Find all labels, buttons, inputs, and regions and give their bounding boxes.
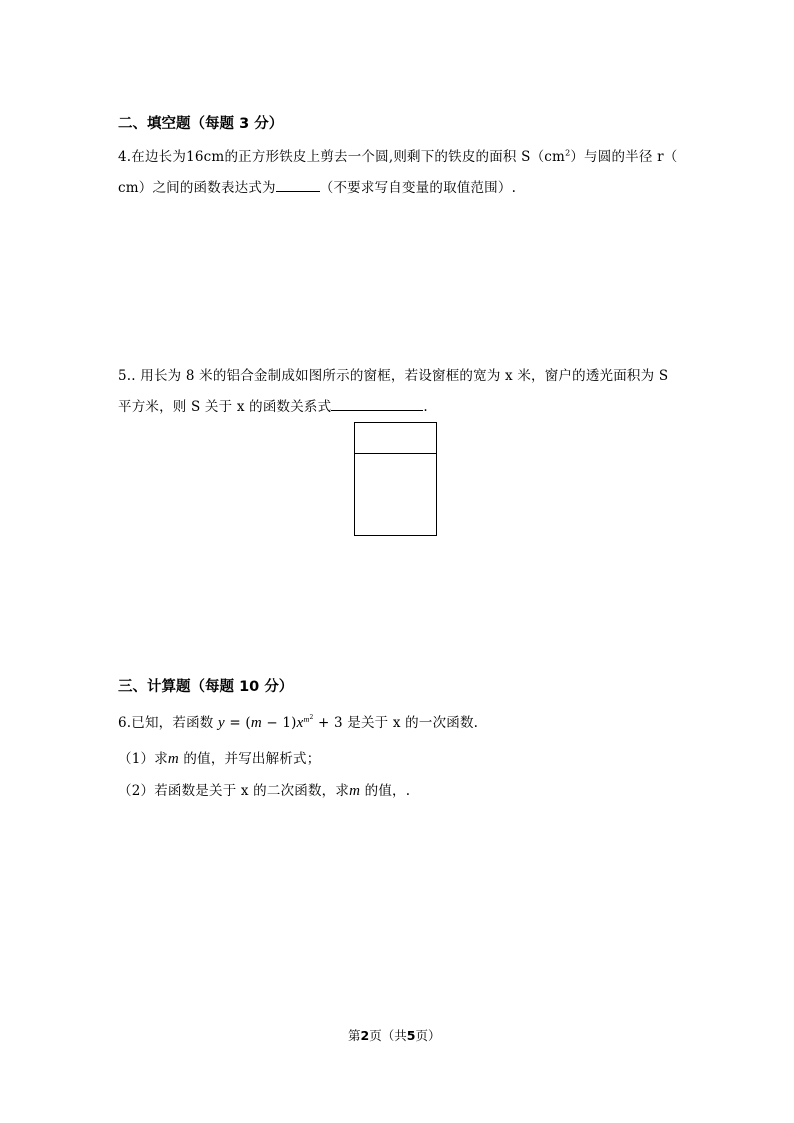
question-5-line-1: [118, 364, 668, 384]
section-2-heading: [118, 112, 283, 133]
q4-text: （不要求写自变量的取值范围）.: [319, 180, 517, 196]
question-5-line-2: [118, 395, 428, 415]
footer-total-pages: 5: [406, 1028, 416, 1043]
footer-page-number: 2: [360, 1028, 370, 1043]
question-6-part-1: [118, 747, 320, 768]
q4-text: ）与圆的半径: [570, 149, 653, 165]
section-2-points: 3: [239, 116, 250, 132]
section-3-points: 10: [239, 679, 260, 695]
section-2-heading-text: 二、填空题（每题: [118, 116, 234, 132]
q6-part2-text: （2）若函数是关于 x 的二次函数，求: [118, 783, 350, 799]
q5-answer-blank[interactable]: [331, 398, 423, 411]
q5-text: .: [423, 399, 428, 415]
q4-text: 的正方形铁皮上剪去一个圆,则剩下的铁皮的面积: [224, 149, 517, 165]
section-3-heading: [118, 675, 293, 696]
question-6-intro: [118, 711, 478, 732]
page-footer: [348, 1026, 440, 1044]
window-frame-crossbar: [355, 453, 436, 454]
q6-part1-m: m: [167, 751, 179, 767]
q4-length: 16cm: [186, 149, 225, 165]
question-6-part-2: [118, 779, 410, 800]
formula-tail: + 3: [313, 715, 343, 731]
formula-exponent-2: 2: [309, 713, 314, 721]
footer-text: 页）: [415, 1028, 441, 1043]
q6-function-formula: [218, 715, 347, 731]
formula-m: m: [250, 715, 262, 731]
q4-text: 4.在边长为: [118, 149, 187, 165]
q5-text: 5.. 用长为 8 米的铝合金制成如图所示的窗框，若设窗框的宽为 x 米，窗户的透光面积为 S: [118, 368, 669, 384]
q5-text: 平方米，则 S 关于 x 的函数关系式: [118, 399, 332, 415]
section-3-heading-tail: 分）: [264, 679, 294, 695]
formula-eq: = (: [224, 715, 251, 731]
q6-part1-text: 的值，并写出解析式；: [178, 751, 321, 767]
q6-part1-text: （1）求: [118, 751, 168, 767]
question-4-line-2: [118, 176, 516, 196]
q6-text: 6.已知，若函数: [118, 715, 214, 731]
footer-text: 页（共: [369, 1028, 407, 1043]
formula-y: y: [217, 715, 225, 731]
formula-x: x: [296, 715, 304, 731]
q4-area-exponent: 2: [565, 148, 571, 158]
q4-answer-blank[interactable]: [276, 179, 320, 192]
footer-text: 第: [348, 1028, 361, 1043]
q6-part2-m: m: [349, 783, 361, 799]
formula-exponent-m: m: [303, 714, 310, 724]
q4-text: cm）之间的函数表达式为: [118, 180, 276, 196]
q4-area-symbol: S（cm: [521, 149, 566, 165]
q6-text: 是关于 x 的一次函数.: [347, 715, 479, 731]
q6-part2-text: 的值，.: [360, 783, 411, 799]
section-2-heading-tail: 分）: [254, 116, 284, 132]
formula-mid: − 1): [261, 715, 297, 731]
section-3-heading-text: 三、计算题（每题: [118, 679, 234, 695]
window-frame-figure: [354, 422, 437, 536]
question-4-line-1: [118, 145, 677, 165]
q4-radius-symbol: r（: [657, 149, 678, 165]
